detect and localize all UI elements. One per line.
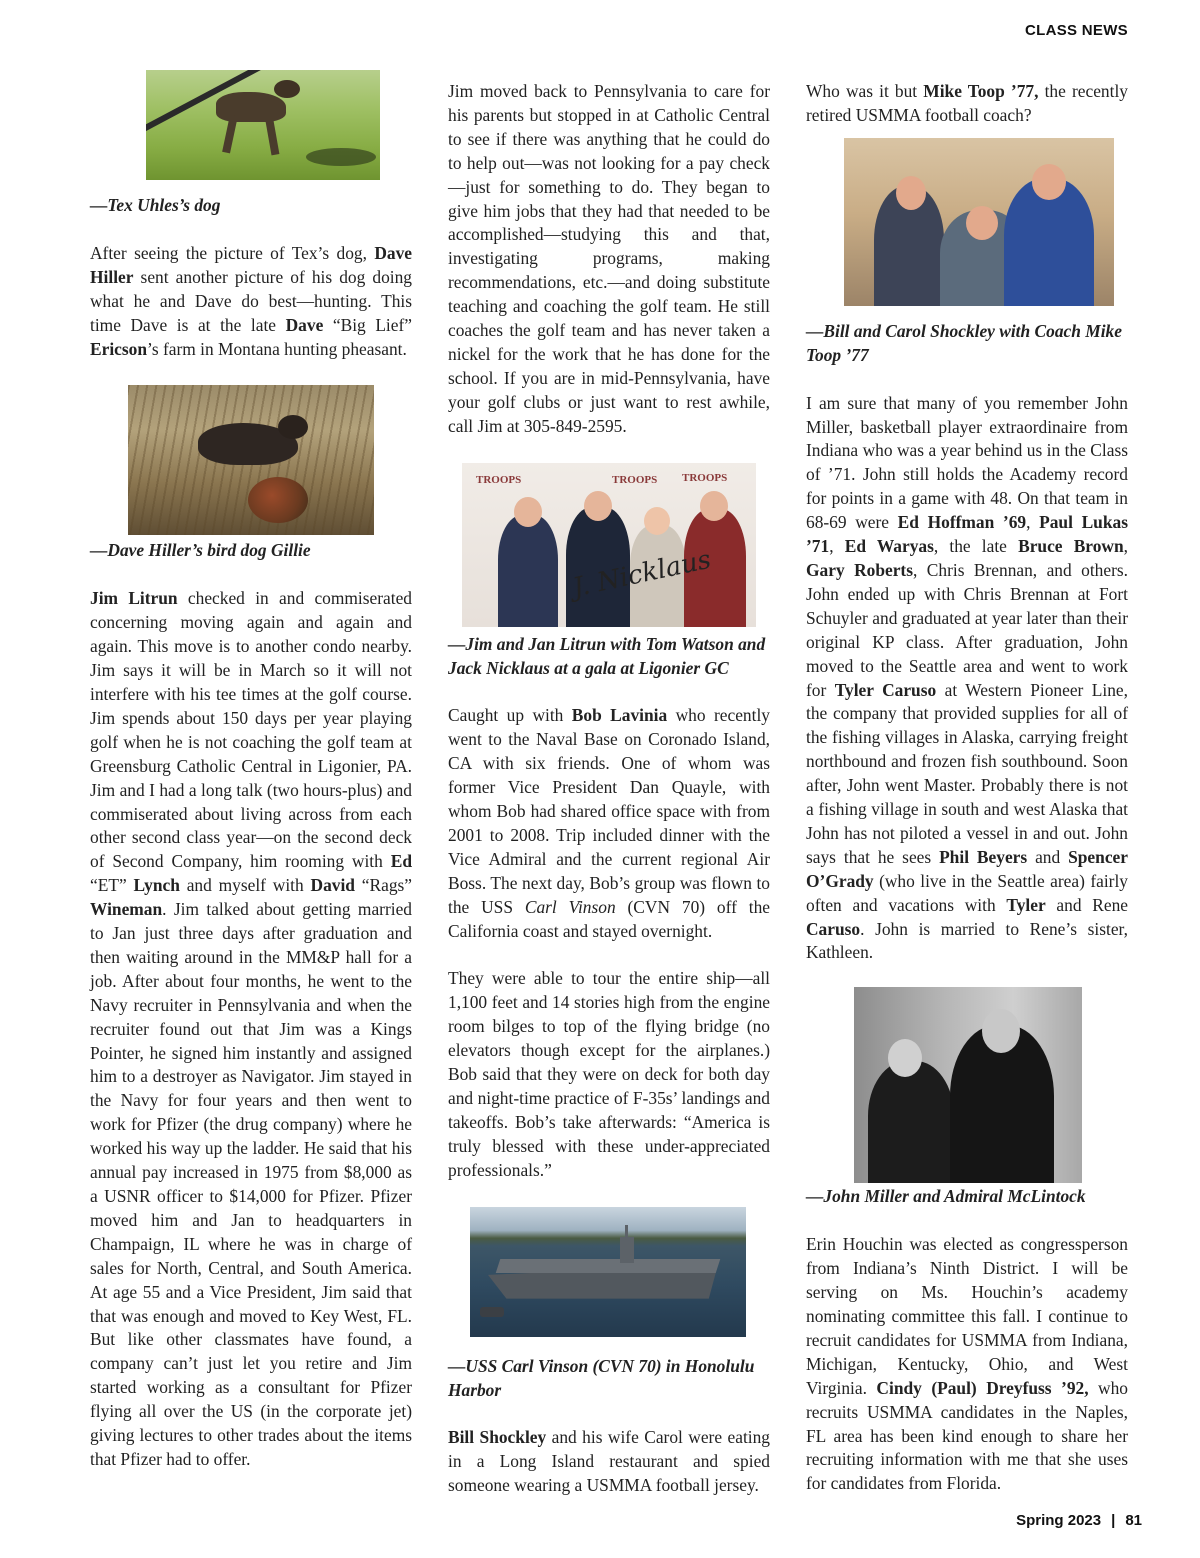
caption-tex-dog: —Tex Uhles’s dog xyxy=(90,195,221,215)
footer-separator: | xyxy=(1111,1512,1116,1529)
section-header: CLASS NEWS xyxy=(1024,22,1128,39)
caption-uss-carl-vinson: —USS Carl Vinson (CVN 70) in Honolulu Harbor xyxy=(448,1355,755,1400)
caption-gala: —Jim and Jan Litrun with Tom Watson and Jack Nicklaus at a gala at Ligonier GC xyxy=(448,633,766,678)
paragraph-dave-hiller: After seeing the picture of Tex’s dog, Dave Hiller sent another picture of his dog doing what he and Dave do best—hunting. This time Dave is at the late Dave “Big Lief” Ericson’s farm in Montana hunting pheasant. xyxy=(90,242,412,359)
column-3 xyxy=(806,80,1128,1520)
paragraph-erin-houchin: Erin Houchin was elected as congressperson from Indiana’s Ninth District. I will be serving on Ms. Houchin’s academy nominating committee this fall. I continue to recruit candidates for USMMA from Indiana, Michigan, Kentucky, Ohio, and West Virginia. Cindy (Paul) Dreyfuss ’92, who recruits USMMA candidates in the Naples, FL area has been kind enough to share her recruiting information with me that she uses for candidates from Florida. xyxy=(806,1234,1128,1494)
caption-bird-dog-gillie: —Dave Hiller’s bird dog Gillie xyxy=(90,540,311,561)
photo-gala-group: TROOPS TROOPS TROOPS J. Nicklaus xyxy=(462,463,756,627)
paragraph-john-miller: I am sure that many of you remember John Miller, basketball player extraordinaire from Indiana who was a year behind us in the Class of ’71. John still holds the Academy record for points in a game with 48. On that team in 68-69 were Ed Hoffman ’69, Paul Lukas ’71, Ed Waryas, the late Bruce Brown, Gary Roberts, Chris Brennan, and others. John ended up with Chris Brennan at Fort Schuyler and graduated at year later than their original KP class. After graduation, John moved to the Seattle area and went to work for Tyler Caruso at Western Pioneer Line, the company that provided supplies for all of the fishing villages in Alaska, carrying freight northbound and frozen fish southbound. Soon after, John went Master. Probably there is not a fishing village in south and west Alaska that John has not piloted a vessel in and out. John says that he sees Phil Beyers and Spencer O’Grady (who live in the Seattle area) fairly often and vacations with Tyler and Rene Caruso. John is married to Rene’s sister, Kathleen. xyxy=(806,392,1128,963)
caption-shockley-toop: —Bill and Carol Shockley with Coach Mike Toop ’77 xyxy=(806,320,1122,365)
column-1 xyxy=(90,80,412,1496)
page-footer xyxy=(1016,1512,1142,1529)
paragraph-bill-shockley: Bill Shockley and his wife Carol were eating in a Long Island restaurant and spied someone wearing a USMMA football jersey. xyxy=(448,1427,770,1496)
photo-miller-mclintock xyxy=(854,987,1082,1183)
photo-shockley-toop xyxy=(844,138,1114,306)
photo-bird-dog-gillie xyxy=(128,385,374,535)
page-number: 81 xyxy=(1125,1512,1142,1529)
paragraph-ship-tour: They were able to tour the entire ship—all 1,100 feet and 14 stories high from the engine room bilges to top of the flying bridge (no elevators though except for the airplanes.) Bob said that they were on deck for both day and night-time practice of F-35s’ landings and takeoffs. Bob’s take afterwards: “America is truly blessed with these under-appreciated professionals.” xyxy=(448,968,770,1180)
paragraph-bob-lavinia: Caught up with Bob Lavinia who recently went to the Naval Base on Coronado Island, CA with six friends. One of whom was former Vice President Dan Quayle, with whom Bob had shared office space with from 2001 to 2008. Trip included dinner with the Vice Admiral and the current regional Air Boss. The next day, Bob’s group was flown to the USS Carl Vinson (CVN 70) off the California coast and stayed overnight. xyxy=(448,705,771,941)
column-2 xyxy=(448,80,770,1522)
photo-tex-dog xyxy=(146,70,380,180)
paragraph-jim-pennsylvania: Jim moved back to Pennsylvania to care for his parents but stopped in at Catholic Central to see if there was anything that he could do to help out—was not looking for a pay check—just for something to do. They began to give him jobs that they had that needed to be accomplished—studying this and that, investigating programs, making recommendations, etc.—and doing substitute teaching and coaching the golf team. He still coaches the golf team and has never taken a nickel for the work that he has done for the school. If you are in mid-Pennsylvania, have your golf clubs or just want to rest awhile, call Jim at 305-849-2595. xyxy=(448,81,770,436)
paragraph-jim-litrun: Jim Litrun checked in and commiserated concerning moving again and again and again. This move is to another condo nearby. Jim says it will be in March so it will not interfere with his tee times at the golf course. Jim spends about 150 days per year playing golf when he is not coaching the golf team at Greensburg Catholic Central in Ligonier, PA. Jim and I had a long talk (two hours-plus) and commiserated about living across from each other second class year—on the second deck of Second Company, him rooming with Ed “ET” Lynch and myself with David “Rags” Wineman. Jim talked about getting married to Jan just three days after graduation and then waiting around in the MM&P hall for a job. After about four months, he went to the Navy recruiter in Pennsylvania and when the recruiter found out that Jim was a Kings Pointer, he signed him instantly and assigned him to a destroyer as Navigator. Jim stayed in the Navy for four years and then went to work for Pfizer (the drug company) where he worked his way up the ladder. He said that his annual pay increased in 1975 from $8,000 as a USNR officer to $14,000 for Pfizer. Pfizer moved him and Jan to headquarters in Champaign, IL where he was in charge of sales for North, Central, and South America. At age 55 and a Vice President, Jim said that that was enough and moved to Key West, FL. But like other classmates have found, a company can’t just let you retire and Jim started working as a consultant for Pfizer flying all over the US (in the corporate jet) giving lectures to other trades about the items that Pfizer had to offer. xyxy=(90,588,412,1469)
caption-miller-mclintock: —John Miller and Admiral McLintock xyxy=(806,1186,1086,1207)
paragraph-mike-toop: Who was it but Mike Toop ’77, the recently retired USMMA football coach? xyxy=(806,81,1128,125)
photo-uss-carl-vinson xyxy=(470,1207,746,1337)
issue-label: Spring 2023 xyxy=(1016,1512,1102,1529)
